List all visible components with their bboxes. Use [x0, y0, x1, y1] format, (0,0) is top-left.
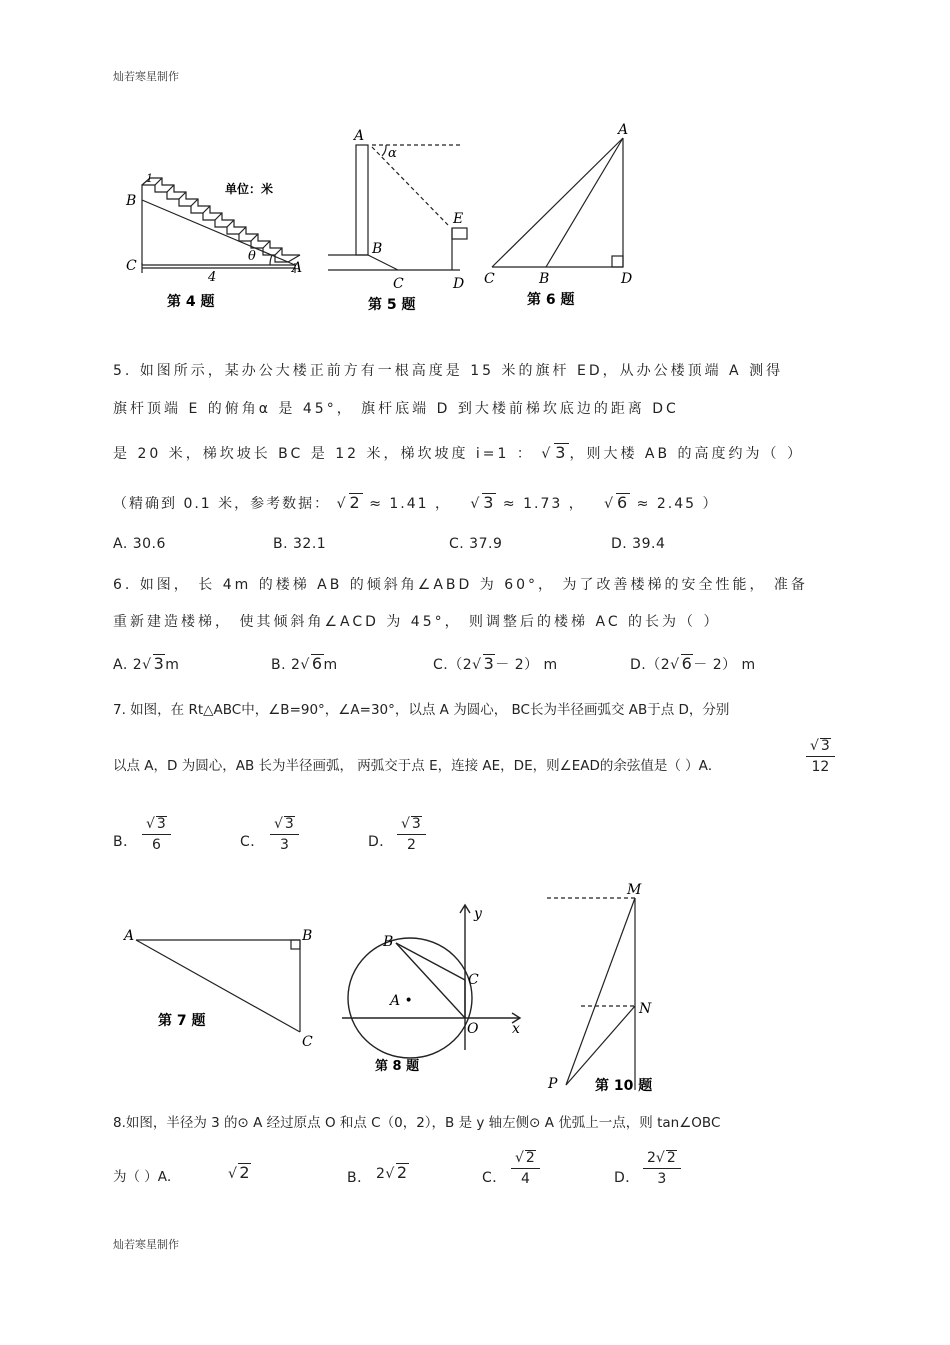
fig8-label-a: A •: [390, 993, 413, 1009]
fig6-label-d: D: [621, 271, 633, 287]
page-header: 灿若寒星制作: [113, 70, 179, 83]
q7-option-d-label: D．: [368, 834, 394, 850]
fig6-label-b: B: [539, 271, 550, 287]
figure-10-triangle: [547, 898, 635, 1090]
q5-option-c: C. 37.9: [449, 536, 503, 552]
fig4-unit: 单位：米: [225, 182, 274, 196]
fig4-label-b: B: [126, 193, 137, 209]
q8-option-b-label: B．: [347, 1170, 372, 1186]
figure-4-staircase: [142, 178, 300, 273]
q5-line-4: （精确到 0.1 米，参考数据： √ 2 ≈ 1.41 ， √ 3 ≈ 1.73 ， √ 6 ≈ 2.45 ）: [113, 493, 719, 512]
q6-option-a: A. 2√ 3m: [113, 654, 180, 673]
fig7-label-b: B: [302, 928, 313, 944]
fig4-label-4: 4: [208, 270, 217, 285]
fig7-label-a: A: [124, 928, 135, 944]
figure-8-circle: [342, 905, 520, 1058]
fig8-caption: 第 8 题: [375, 1059, 420, 1074]
q8-option-c-label: C．: [482, 1170, 507, 1186]
q5-option-b: B. 32.1: [273, 536, 327, 552]
fig10-caption: 第 10 题: [595, 1078, 653, 1094]
fig4-label-c: C: [126, 258, 137, 274]
figures-row-2: [110, 880, 670, 1100]
q5-line-1: 5. 如图所示，某办公大楼正前方有一根高度是 15 米的旗杆 ED，从办公楼顶端 A 测得: [113, 363, 784, 379]
fig5-caption: 第 5 题: [368, 297, 416, 313]
q8-line-1: 8.如图，半径为 3 的⊙ A 经过原点 O 和点 C（0，2），B 是 y 轴左侧⊙ A 优弧上一点，则 tan∠OBC: [113, 1115, 721, 1131]
fig8-label-o: O: [467, 1021, 479, 1037]
figure-5-building: [328, 145, 467, 270]
fig7-caption: 第 7 题: [158, 1013, 206, 1029]
q6-option-b: B. 2√ 6m: [271, 654, 338, 673]
fig5-label-b: B: [372, 241, 383, 257]
q8-option-d-label: D．: [614, 1170, 640, 1186]
q7-line-2: 以点 A，D 为圆心，AB 长为半径画弧， 两弧交于点 E，连接 AE，DE，则∠EAD的余弦值是（ ）A．: [113, 758, 722, 774]
fig10-label-n: N: [639, 1001, 652, 1017]
fig4-label-a: A: [292, 260, 303, 276]
q5-option-d: D. 39.4: [611, 536, 666, 552]
fig5-label-alpha: α: [388, 146, 397, 161]
q7-option-c-fraction: $\frac{√ 3}{3}$: [270, 816, 299, 853]
q6-option-c: C.（2√ 3－ 2） m: [433, 654, 558, 673]
fig10-label-m: M: [627, 882, 642, 898]
q7-option-c-label: C．: [240, 834, 265, 850]
fig10-label-p: P: [548, 1076, 558, 1092]
fig5-label-e: E: [453, 211, 464, 227]
q7-option-a-fraction: $\frac{√ 3}{12}$: [806, 738, 835, 775]
q8-option-a-value: √ 2: [228, 1163, 251, 1182]
q6-option-d: D.（2√ 6－ 2） m: [630, 654, 756, 673]
fig8-label-c: C: [468, 972, 479, 988]
fig8-label-b: B: [383, 934, 394, 950]
q7-option-b-fraction: $\frac{√ 3}{6}$: [142, 816, 171, 853]
fig6-label-a: A: [618, 122, 629, 138]
figure-6-triangle: [492, 138, 623, 267]
page-footer: 灿若寒星制作: [113, 1238, 179, 1251]
q8-option-c-fraction: $\frac{√ 2}{4}$: [511, 1150, 540, 1187]
q7-line-1: 7. 如图，在 Rt△ABC中，∠B=90°，∠A=30°，以点 A 为圆心， BC长为半径画弧交 AB于点 D，分别: [113, 702, 730, 718]
fig6-label-c: C: [484, 271, 495, 287]
figures-row-1: [110, 120, 850, 320]
fig7-label-c: C: [302, 1034, 313, 1050]
q5-line-3: 是 20 米，梯坎坡长 BC 是 12 米，梯坎坡度 i=1 ： √ 3，则大楼 AB 的高度约为（ ）: [113, 443, 805, 462]
fig4-label-theta: θ: [248, 249, 256, 264]
fig8-label-y: y: [474, 906, 482, 922]
fig8-label-x: x: [512, 1021, 520, 1037]
fig5-label-d: D: [453, 276, 465, 292]
fig4-label-1: 1: [146, 172, 153, 185]
fig5-label-c: C: [393, 276, 404, 292]
q7-option-d-fraction: $\frac{√ 3}{2}$: [397, 816, 426, 853]
q8-line-2: 为（ ）A．: [113, 1169, 181, 1185]
q8-option-d-fraction: $\frac{2√ 2}{3}$: [643, 1150, 681, 1187]
q6-line-1: 6. 如图， 长 4m 的楼梯 AB 的倾斜角∠ABD 为 60°， 为了改善楼梯的安全性能， 准备: [113, 577, 808, 593]
fig4-caption: 第 4 题: [167, 294, 215, 310]
q5-option-a: A. 30.6: [113, 536, 166, 552]
q5-line-2: 旗杆顶端 E 的俯角α 是 45°， 旗杆底端 D 到大楼前梯坎底边的距离 DC: [113, 401, 679, 417]
fig6-caption: 第 6 题: [527, 292, 575, 308]
q6-line-2: 重新建造楼梯， 使其倾斜角∠ACD 为 45°， 则调整后的楼梯 AC 的长为（ ）: [113, 614, 721, 630]
q8-option-b-value: 2√ 2: [376, 1163, 408, 1182]
q7-option-b-label: B．: [113, 834, 138, 850]
fig5-label-a: A: [354, 128, 365, 144]
